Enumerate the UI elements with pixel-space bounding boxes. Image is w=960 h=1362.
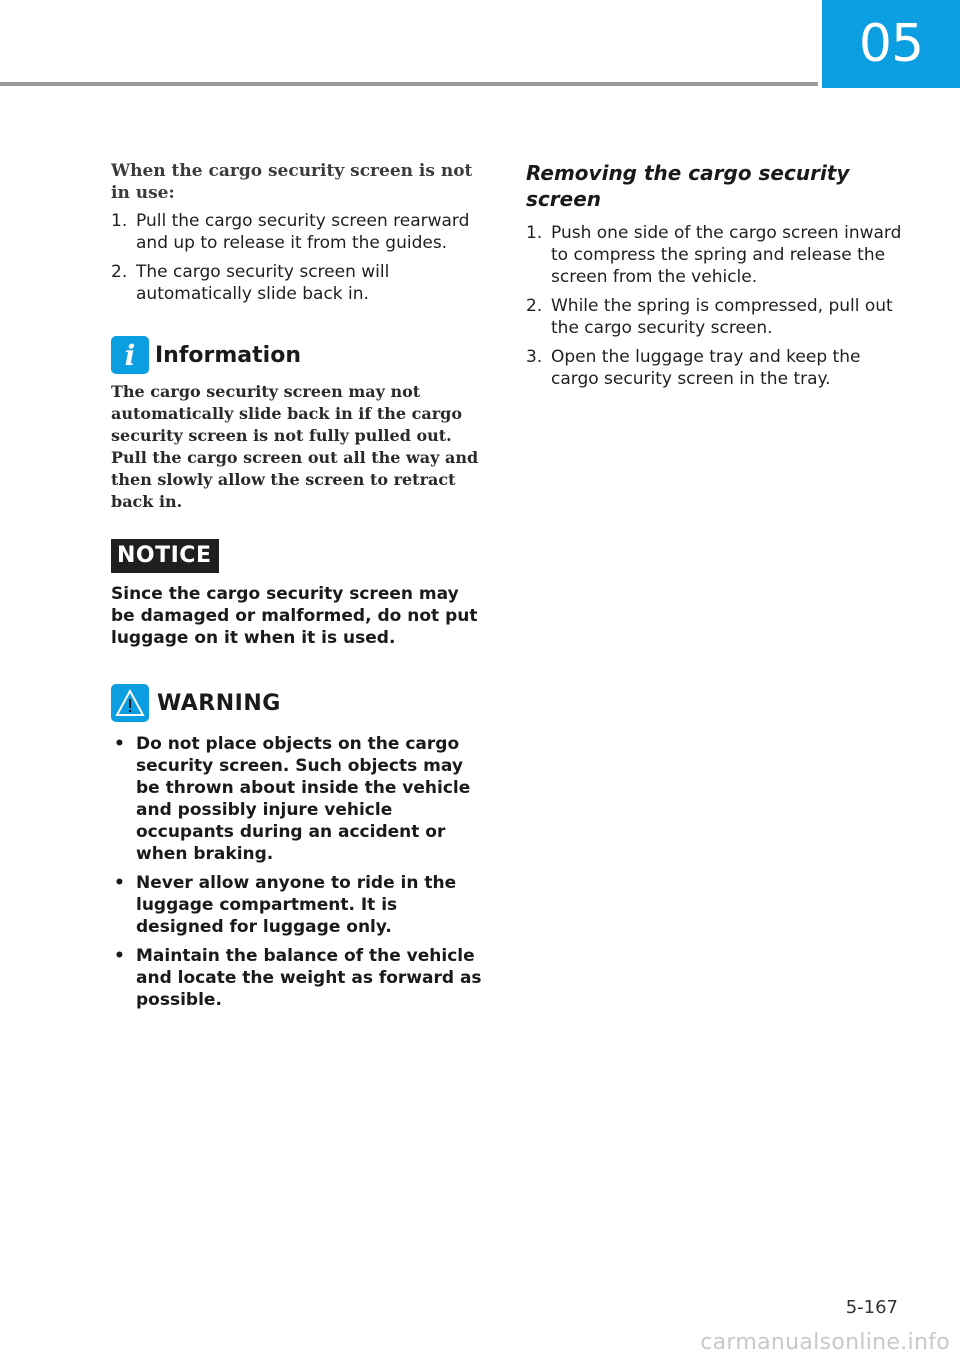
step-number: 2. [111,262,128,282]
list-item [111,945,486,1011]
bullet-text: Do not place objects on the cargo security screen. Such objects may be thrown about inside the vehicle and possibly injure vehicle occupants during an accident or when braking. [136,734,471,864]
list-item [111,210,486,254]
watermark: carmanualsonline.info [700,1330,950,1355]
step-text: While the spring is compressed, pull out the cargo security screen. [551,296,893,338]
section-title: Removing the cargo security screen [526,161,850,211]
bullet: • [114,734,125,754]
chapter-tab: 05 [822,0,960,88]
list-item [111,733,486,865]
warning-list [111,733,486,1011]
step-text: Open the luggage tray and keep the cargo security screen in the tray. [551,347,861,389]
bullet-text: Maintain the balance of the vehicle and locate the weight as forward as possible. [136,946,482,1010]
step-text: Push one side of the cargo screen inward to compress the spring and release the screen from the vehicle. [551,223,902,287]
notice-body: Since the cargo security screen may be damaged or malformed, do not put luggage on it when it is used. [111,584,478,648]
right-column [526,160,906,397]
step-number: 1. [111,211,128,231]
warning-title: WARNING [157,690,281,716]
subheading: When the cargo security screen is not in use: [111,161,473,203]
list-item [526,346,906,390]
left-steps-list [111,210,486,305]
list-item [111,261,486,305]
bullet-text: Never allow anyone to ride in the luggage compartment. It is designed for luggage only. [136,873,457,937]
left-column [111,160,486,1018]
step-number: 1. [526,223,543,243]
warning-header [111,683,486,723]
notice-badge: NOTICE [111,539,219,573]
information-body: The cargo security screen may not automatically slide back in if the cargo security screen is not fully pulled out. Pull the cargo screen out all the way and then slowly allow the screen to retract back in. [111,382,479,511]
step-text: The cargo security screen will automatically slide back in. [136,262,390,304]
step-number: 2. [526,296,543,316]
information-header [111,335,486,375]
bullet: • [114,946,125,966]
header-rule [0,82,818,86]
bullet: • [114,873,125,893]
list-item [111,872,486,938]
list-item [526,222,906,288]
right-steps-list [526,222,906,390]
step-text: Pull the cargo security screen rearward and up to release it from the guides. [136,211,470,253]
information-icon: i [111,336,149,374]
information-title: Information [155,342,301,368]
step-number: 3. [526,347,543,367]
list-item [526,295,906,339]
page-number: 5-167 [845,1297,898,1318]
warning-triangle-icon [111,684,149,722]
